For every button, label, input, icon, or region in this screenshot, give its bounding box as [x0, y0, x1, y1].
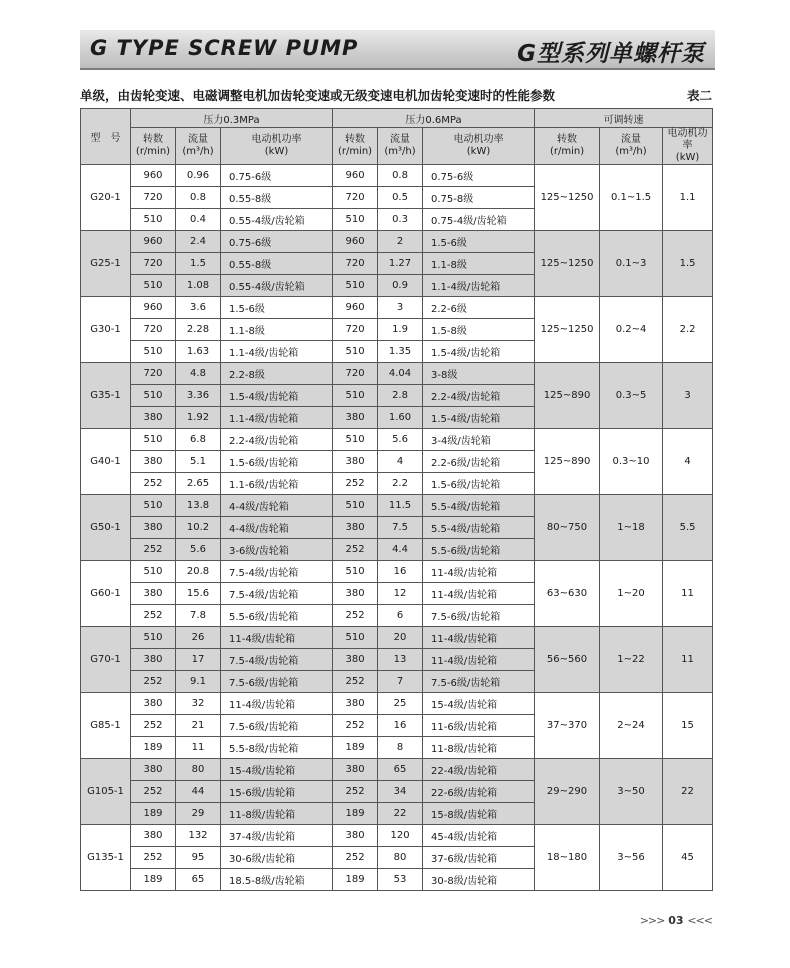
data-cell: 252: [131, 605, 176, 627]
data-cell: 510: [131, 209, 176, 231]
data-cell: 2.2-4级/齿轮箱: [423, 385, 535, 407]
data-cell: 25: [378, 693, 423, 715]
adjustable-speed-cell: 63~630: [535, 561, 600, 627]
model-cell: G60-1: [81, 561, 131, 627]
header-flow: 流量 (m³/h): [600, 128, 663, 165]
data-cell: 1.92: [176, 407, 221, 429]
data-cell: 10.2: [176, 517, 221, 539]
data-cell: 252: [131, 715, 176, 737]
adjustable-speed-cell: 125~890: [535, 429, 600, 495]
adjustable-power-cell: 22: [663, 759, 713, 825]
data-cell: 5.6: [378, 429, 423, 451]
data-cell: 380: [131, 759, 176, 781]
data-cell: 189: [131, 869, 176, 891]
data-cell: 2.8: [378, 385, 423, 407]
data-cell: 1.5-6级/齿轮箱: [423, 473, 535, 495]
header-speed: 转数 (r/min): [535, 128, 600, 165]
data-cell: 17: [176, 649, 221, 671]
data-cell: 5.5-4级/齿轮箱: [423, 495, 535, 517]
model-cell: G35-1: [81, 363, 131, 429]
data-cell: 252: [333, 473, 378, 495]
model-cell: G70-1: [81, 627, 131, 693]
data-cell: 510: [131, 627, 176, 649]
data-cell: 4: [378, 451, 423, 473]
data-cell: 1.1-6级/齿轮箱: [221, 473, 333, 495]
data-cell: 252: [131, 781, 176, 803]
data-cell: 5.5-4级/齿轮箱: [423, 517, 535, 539]
model-cell: G20-1: [81, 165, 131, 231]
data-cell: 0.9: [378, 275, 423, 297]
model-cell: G25-1: [81, 231, 131, 297]
data-cell: 11-4级/齿轮箱: [423, 583, 535, 605]
adjustable-speed-cell: 18~180: [535, 825, 600, 891]
model-cell: G135-1: [81, 825, 131, 891]
data-cell: 380: [131, 517, 176, 539]
data-cell: 0.8: [378, 165, 423, 187]
data-cell: 510: [333, 385, 378, 407]
table-number-label: 表二: [686, 88, 712, 103]
data-cell: 380: [131, 451, 176, 473]
data-cell: 30-6级/齿轮箱: [221, 847, 333, 869]
data-cell: 510: [131, 341, 176, 363]
data-cell: 189: [333, 803, 378, 825]
data-cell: 21: [176, 715, 221, 737]
data-cell: 3-6级/齿轮箱: [221, 539, 333, 561]
data-cell: 4.4: [378, 539, 423, 561]
data-cell: 11-6级/齿轮箱: [423, 715, 535, 737]
header-pressure-06: 压力0.6MPa: [333, 109, 535, 128]
data-cell: 189: [131, 737, 176, 759]
data-cell: 2.4: [176, 231, 221, 253]
header-title-cn: G型系列单螺杆泵: [517, 41, 705, 67]
data-cell: 380: [131, 583, 176, 605]
adjustable-power-cell: 45: [663, 825, 713, 891]
data-cell: 1.5-6级: [221, 297, 333, 319]
data-cell: 1.63: [176, 341, 221, 363]
header-speed: 转数 (r/min): [131, 128, 176, 165]
data-cell: 15-8级/齿轮箱: [423, 803, 535, 825]
data-cell: 8: [378, 737, 423, 759]
data-cell: 720: [333, 363, 378, 385]
table-caption: [80, 86, 712, 104]
data-cell: 0.4: [176, 209, 221, 231]
table-body: [81, 165, 713, 891]
data-cell: 7.5-6级/齿轮箱: [423, 671, 535, 693]
data-cell: 22-6级/齿轮箱: [423, 781, 535, 803]
data-cell: 4-4级/齿轮箱: [221, 495, 333, 517]
model-cell: G50-1: [81, 495, 131, 561]
adjustable-flow-cell: 3~50: [600, 759, 663, 825]
data-cell: 11-8级/齿轮箱: [423, 737, 535, 759]
header-flow: 流量 (m³/h): [176, 128, 221, 165]
data-cell: 80: [176, 759, 221, 781]
adjustable-power-cell: 3: [663, 363, 713, 429]
data-cell: 44: [176, 781, 221, 803]
data-cell: 7.5-4级/齿轮箱: [221, 583, 333, 605]
data-cell: 380: [333, 759, 378, 781]
data-cell: 7.5-6级/齿轮箱: [221, 671, 333, 693]
data-cell: 3: [378, 297, 423, 319]
data-cell: 65: [378, 759, 423, 781]
header-pressure-03: 压力0.3MPa: [131, 109, 333, 128]
adjustable-speed-cell: 125~1250: [535, 165, 600, 231]
data-cell: 510: [131, 275, 176, 297]
data-cell: 380: [333, 649, 378, 671]
adjustable-flow-cell: 1~18: [600, 495, 663, 561]
adjustable-speed-cell: 125~1250: [535, 297, 600, 363]
data-cell: 30-8级/齿轮箱: [423, 869, 535, 891]
header-power: 电动机功率 (kW): [663, 128, 713, 165]
data-cell: 0.75-6级: [221, 165, 333, 187]
model-cell: G105-1: [81, 759, 131, 825]
data-cell: 7.5-6级/齿轮箱: [423, 605, 535, 627]
data-cell: 20.8: [176, 561, 221, 583]
adjustable-speed-cell: 80~750: [535, 495, 600, 561]
data-cell: 5.1: [176, 451, 221, 473]
data-cell: 1.1-4级/齿轮箱: [221, 341, 333, 363]
data-cell: 1.1-8级: [221, 319, 333, 341]
data-cell: 0.55-8级: [221, 253, 333, 275]
data-cell: 0.55-8级: [221, 187, 333, 209]
data-cell: 1.35: [378, 341, 423, 363]
adjustable-power-cell: 1.5: [663, 231, 713, 297]
adjustable-power-cell: 5.5: [663, 495, 713, 561]
data-cell: 22: [378, 803, 423, 825]
data-cell: 1.5-4级/齿轮箱: [423, 407, 535, 429]
data-cell: 252: [131, 473, 176, 495]
data-cell: 7: [378, 671, 423, 693]
data-cell: 510: [333, 561, 378, 583]
data-cell: 1.1-4级/齿轮箱: [221, 407, 333, 429]
adjustable-flow-cell: 0.3~10: [600, 429, 663, 495]
data-cell: 960: [333, 297, 378, 319]
data-cell: 0.75-6级: [221, 231, 333, 253]
adjustable-speed-cell: 56~560: [535, 627, 600, 693]
data-cell: 45-4级/齿轮箱: [423, 825, 535, 847]
data-cell: 5.6: [176, 539, 221, 561]
data-cell: 13.8: [176, 495, 221, 517]
data-cell: 1.5-4级/齿轮箱: [221, 385, 333, 407]
data-cell: 960: [131, 165, 176, 187]
data-cell: 7.5-6级/齿轮箱: [221, 715, 333, 737]
data-cell: 2.65: [176, 473, 221, 495]
data-cell: 2.2: [378, 473, 423, 495]
data-cell: 252: [131, 671, 176, 693]
data-cell: 720: [131, 319, 176, 341]
data-cell: 18.5-8级/齿轮箱: [221, 869, 333, 891]
data-cell: 53: [378, 869, 423, 891]
data-cell: 380: [131, 693, 176, 715]
data-cell: 5.5-6级/齿轮箱: [221, 605, 333, 627]
data-cell: 7.8: [176, 605, 221, 627]
header-model: 型 号: [81, 109, 131, 165]
adjustable-flow-cell: 0.2~4: [600, 297, 663, 363]
data-cell: 0.8: [176, 187, 221, 209]
table-row: [81, 231, 713, 253]
data-cell: 1.5: [176, 253, 221, 275]
data-cell: 510: [131, 495, 176, 517]
table-row: [81, 693, 713, 715]
data-cell: 252: [131, 847, 176, 869]
data-cell: 2: [378, 231, 423, 253]
adjustable-power-cell: 4: [663, 429, 713, 495]
data-cell: 16: [378, 561, 423, 583]
data-cell: 0.75-8级: [423, 187, 535, 209]
data-cell: 11-4级/齿轮箱: [423, 561, 535, 583]
data-cell: 37-6级/齿轮箱: [423, 847, 535, 869]
data-cell: 252: [131, 539, 176, 561]
data-cell: 9.1: [176, 671, 221, 693]
data-cell: 189: [333, 869, 378, 891]
adjustable-flow-cell: 0.1~1.5: [600, 165, 663, 231]
data-cell: 7.5-4级/齿轮箱: [221, 649, 333, 671]
data-cell: 3.36: [176, 385, 221, 407]
data-cell: 0.75-4级/齿轮箱: [423, 209, 535, 231]
data-cell: 380: [333, 451, 378, 473]
adjustable-speed-cell: 125~1250: [535, 231, 600, 297]
data-cell: 252: [333, 605, 378, 627]
page-footer: [640, 914, 712, 927]
data-cell: 15-4级/齿轮箱: [423, 693, 535, 715]
data-cell: 1.5-8级: [423, 319, 535, 341]
table-row: [81, 825, 713, 847]
data-cell: 4.04: [378, 363, 423, 385]
data-cell: 2.2-6级/齿轮箱: [423, 451, 535, 473]
data-cell: 95: [176, 847, 221, 869]
data-cell: 11-8级/齿轮箱: [221, 803, 333, 825]
data-cell: 22-4级/齿轮箱: [423, 759, 535, 781]
adjustable-flow-cell: 3~56: [600, 825, 663, 891]
adjustable-flow-cell: 1~22: [600, 627, 663, 693]
data-cell: 510: [333, 627, 378, 649]
data-cell: 252: [333, 847, 378, 869]
data-cell: 380: [333, 407, 378, 429]
adjustable-power-cell: 15: [663, 693, 713, 759]
data-cell: 1.27: [378, 253, 423, 275]
data-cell: 11.5: [378, 495, 423, 517]
data-cell: 2.28: [176, 319, 221, 341]
data-cell: 252: [333, 539, 378, 561]
data-cell: 720: [131, 253, 176, 275]
data-cell: 720: [333, 319, 378, 341]
data-cell: 26: [176, 627, 221, 649]
data-cell: 20: [378, 627, 423, 649]
data-cell: 0.55-4级/齿轮箱: [221, 209, 333, 231]
data-cell: 11-4级/齿轮箱: [423, 649, 535, 671]
model-cell: G40-1: [81, 429, 131, 495]
data-cell: 1.1-4级/齿轮箱: [423, 275, 535, 297]
data-cell: 510: [131, 385, 176, 407]
adjustable-power-cell: 1.1: [663, 165, 713, 231]
adjustable-speed-cell: 37~370: [535, 693, 600, 759]
data-cell: 80: [378, 847, 423, 869]
data-cell: 720: [131, 187, 176, 209]
data-cell: 13: [378, 649, 423, 671]
data-cell: 189: [131, 803, 176, 825]
data-cell: 11-4级/齿轮箱: [423, 627, 535, 649]
data-cell: 11: [176, 737, 221, 759]
header-title-en: G TYPE SCREW PUMP: [90, 36, 359, 60]
header-speed: 转数 (r/min): [333, 128, 378, 165]
data-cell: 510: [333, 429, 378, 451]
table-row: [81, 297, 713, 319]
table-row: [81, 759, 713, 781]
data-cell: 960: [333, 165, 378, 187]
header-flow: 流量 (m³/h): [378, 128, 423, 165]
data-cell: 0.96: [176, 165, 221, 187]
header-adjustable-speed: 可调转速: [535, 109, 713, 128]
adjustable-power-cell: 11: [663, 561, 713, 627]
data-cell: 7.5-4级/齿轮箱: [221, 561, 333, 583]
data-cell: 15-6级/齿轮箱: [221, 781, 333, 803]
data-cell: 0.55-4级/齿轮箱: [221, 275, 333, 297]
data-cell: 37-4级/齿轮箱: [221, 825, 333, 847]
data-cell: 960: [131, 231, 176, 253]
page-number: 03: [668, 914, 684, 927]
data-cell: 510: [131, 561, 176, 583]
data-cell: 720: [333, 253, 378, 275]
data-cell: 29: [176, 803, 221, 825]
adjustable-speed-cell: 29~290: [535, 759, 600, 825]
table-row: [81, 561, 713, 583]
data-cell: 120: [378, 825, 423, 847]
data-cell: 7.5: [378, 517, 423, 539]
model-cell: G30-1: [81, 297, 131, 363]
performance-table-wrap: [80, 108, 712, 891]
page-header: [80, 30, 715, 70]
data-cell: 380: [131, 649, 176, 671]
data-cell: 252: [333, 781, 378, 803]
data-cell: 510: [333, 495, 378, 517]
data-cell: 12: [378, 583, 423, 605]
adjustable-flow-cell: 2~24: [600, 693, 663, 759]
data-cell: 252: [333, 671, 378, 693]
data-cell: 3-8级: [423, 363, 535, 385]
data-cell: 0.5: [378, 187, 423, 209]
data-cell: 2.2-4级/齿轮箱: [221, 429, 333, 451]
data-cell: 720: [131, 363, 176, 385]
data-cell: 2.2-6级: [423, 297, 535, 319]
data-cell: 720: [333, 187, 378, 209]
data-cell: 380: [131, 407, 176, 429]
data-cell: 1.9: [378, 319, 423, 341]
data-cell: 380: [333, 825, 378, 847]
data-cell: 15-4级/齿轮箱: [221, 759, 333, 781]
adjustable-flow-cell: 1~20: [600, 561, 663, 627]
data-cell: 960: [333, 231, 378, 253]
data-cell: 11-4级/齿轮箱: [221, 693, 333, 715]
data-cell: 4-4级/齿轮箱: [221, 517, 333, 539]
adjustable-power-cell: 2.2: [663, 297, 713, 363]
model-cell: G85-1: [81, 693, 131, 759]
header-power: 电动机功率 (kW): [221, 128, 333, 165]
data-cell: 15.6: [176, 583, 221, 605]
data-cell: 132: [176, 825, 221, 847]
data-cell: 0.3: [378, 209, 423, 231]
adjustable-speed-cell: 125~890: [535, 363, 600, 429]
data-cell: 510: [131, 429, 176, 451]
table-row: [81, 165, 713, 187]
data-cell: 34: [378, 781, 423, 803]
table-row: [81, 495, 713, 517]
data-cell: 1.60: [378, 407, 423, 429]
data-cell: 1.08: [176, 275, 221, 297]
data-cell: 65: [176, 869, 221, 891]
data-cell: 510: [333, 341, 378, 363]
header-power: 电动机功率 (kW): [423, 128, 535, 165]
adjustable-power-cell: 11: [663, 627, 713, 693]
data-cell: 252: [333, 715, 378, 737]
table-row: [81, 363, 713, 385]
data-cell: 6.8: [176, 429, 221, 451]
data-cell: 510: [333, 275, 378, 297]
data-cell: 189: [333, 737, 378, 759]
data-cell: 380: [131, 825, 176, 847]
data-cell: 16: [378, 715, 423, 737]
data-cell: 380: [333, 583, 378, 605]
caption-text: 单级，由齿轮变速、电磁调整电机加齿轮变速或无级变速电机加齿轮变速时的性能参数: [80, 88, 556, 103]
table-row: [81, 627, 713, 649]
data-cell: 5.5-6级/齿轮箱: [423, 539, 535, 561]
footer-arrows-right: <<<: [687, 914, 712, 927]
data-cell: 32: [176, 693, 221, 715]
data-cell: 1.5-4级/齿轮箱: [423, 341, 535, 363]
data-cell: 3-4级/齿轮箱: [423, 429, 535, 451]
data-cell: 2.2-8级: [221, 363, 333, 385]
data-cell: 11-4级/齿轮箱: [221, 627, 333, 649]
data-cell: 510: [333, 209, 378, 231]
adjustable-flow-cell: 0.1~3: [600, 231, 663, 297]
data-cell: 6: [378, 605, 423, 627]
data-cell: 3.6: [176, 297, 221, 319]
data-cell: 960: [131, 297, 176, 319]
data-cell: 1.5-6级/齿轮箱: [221, 451, 333, 473]
data-cell: 4.8: [176, 363, 221, 385]
data-cell: 1.1-8级: [423, 253, 535, 275]
data-cell: 0.75-6级: [423, 165, 535, 187]
data-cell: 380: [333, 517, 378, 539]
data-cell: 1.5-6级: [423, 231, 535, 253]
data-cell: 5.5-8级/齿轮箱: [221, 737, 333, 759]
data-cell: 380: [333, 693, 378, 715]
table-row: [81, 429, 713, 451]
adjustable-flow-cell: 0.3~5: [600, 363, 663, 429]
footer-arrows-left: >>>: [639, 914, 665, 927]
performance-table: [80, 108, 713, 891]
